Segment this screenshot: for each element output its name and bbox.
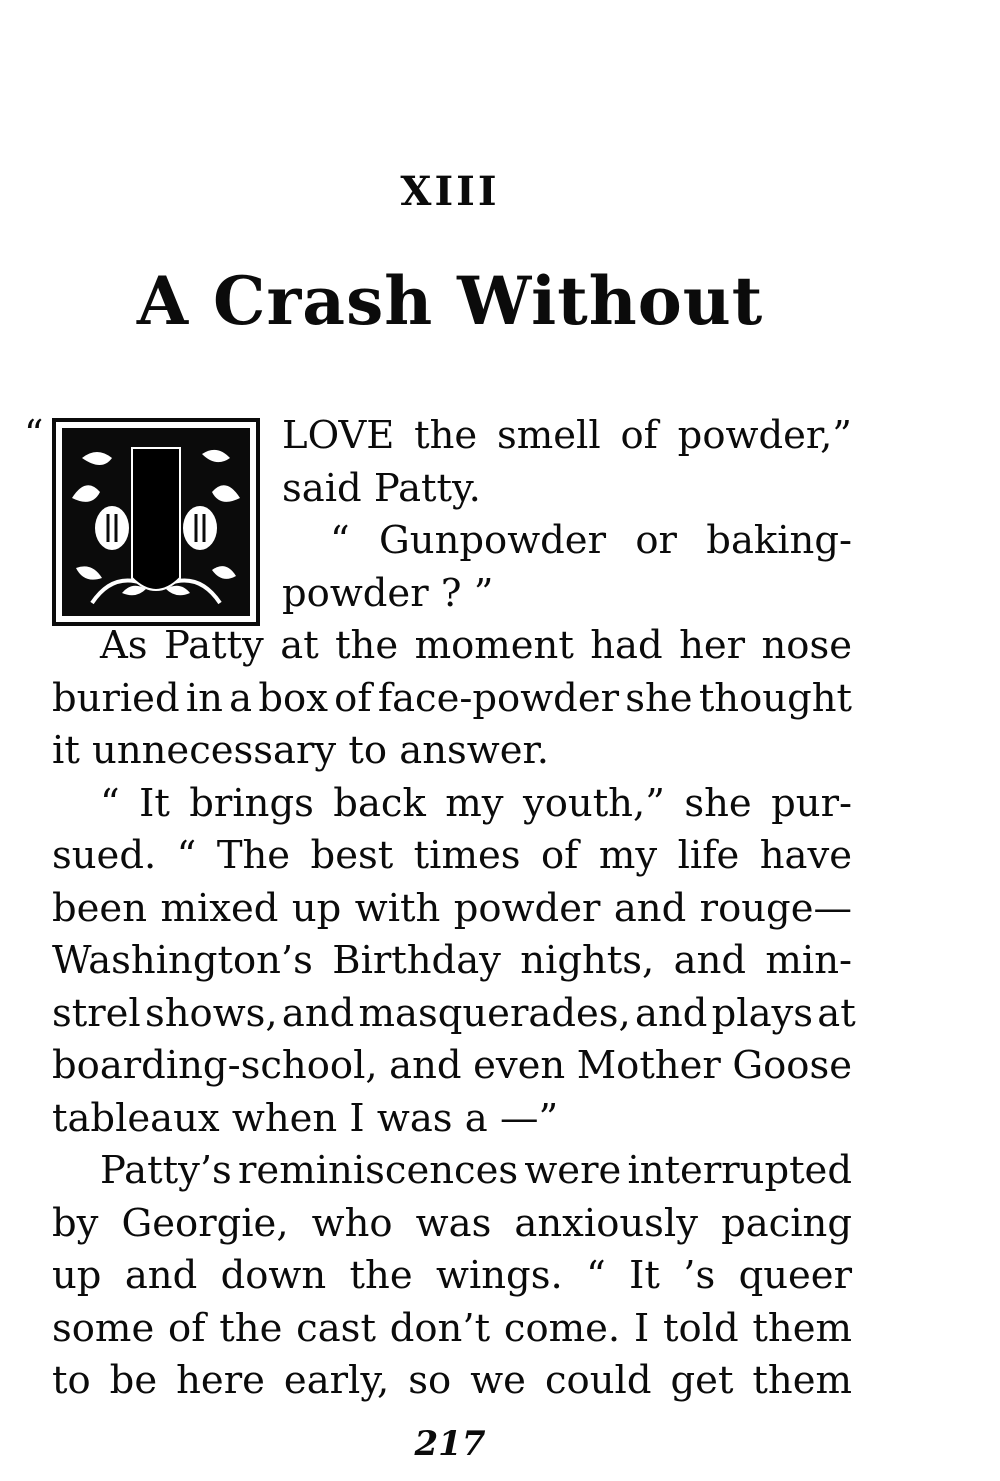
text-line-content: buried in a box of face-powder she thought bbox=[52, 675, 852, 721]
text-line-content: LOVE the smell of powder,” bbox=[282, 413, 852, 458]
text-line-content: Patty’s reminiscences were interrupted bbox=[100, 1148, 852, 1193]
text-line bbox=[52, 883, 852, 936]
text-line bbox=[52, 1093, 852, 1146]
body-text bbox=[52, 410, 856, 1408]
text-line-content: it unnecessary to answer. bbox=[52, 728, 549, 773]
text-line bbox=[52, 1145, 852, 1198]
text-line bbox=[282, 410, 852, 463]
text-line bbox=[52, 1250, 852, 1303]
text-line-content: tableaux when I was a —” bbox=[52, 1095, 559, 1141]
text-line bbox=[52, 935, 852, 988]
text-line-content: strel shows, and masquerades, and plays at bbox=[52, 990, 856, 1036]
text-line-content: said Patty. bbox=[282, 465, 481, 511]
text-line bbox=[52, 988, 856, 1041]
text-line-content: to be here early, so we could get them bbox=[52, 1358, 852, 1403]
chapter-title: A Crash Without bbox=[136, 262, 764, 340]
text-line bbox=[52, 830, 852, 883]
text-line-content: some of the cast don’t come. I told them bbox=[52, 1305, 852, 1351]
text-line bbox=[52, 1198, 852, 1251]
text-line bbox=[52, 1040, 852, 1093]
text-line bbox=[52, 725, 852, 778]
text-line-content: As Patty at the moment had her nose bbox=[100, 623, 852, 668]
text-line bbox=[52, 620, 852, 673]
text-line-content: Washington’s Birthday nights, and min- bbox=[52, 938, 852, 983]
text-line-content: boarding-school, and even Mother Goose bbox=[52, 1043, 852, 1088]
text-line bbox=[52, 1355, 852, 1408]
chapter-number: XIII bbox=[400, 168, 500, 215]
text-line-content: by Georgie, who was anxiously pacing bbox=[52, 1200, 852, 1246]
text-line-content: up and down the wings. “ It ’s queer bbox=[52, 1253, 852, 1298]
page-number: 217 bbox=[414, 1424, 486, 1464]
text-line-content: “ Gunpowder or baking- bbox=[330, 518, 852, 563]
text-line bbox=[52, 673, 852, 726]
text-line-content: sued. “ The best times of my life have bbox=[52, 833, 852, 878]
text-line bbox=[52, 778, 852, 831]
text-line bbox=[52, 1303, 852, 1356]
text-line bbox=[282, 568, 852, 621]
text-line-content: powder ? ” bbox=[282, 570, 494, 616]
text-line-content: been mixed up with powder and rouge— bbox=[52, 885, 852, 931]
text-line bbox=[282, 463, 852, 516]
opening-quote: “ bbox=[24, 412, 44, 456]
text-line-content: “ It brings back my youth,” she pur- bbox=[100, 780, 852, 826]
text-line bbox=[330, 515, 852, 568]
